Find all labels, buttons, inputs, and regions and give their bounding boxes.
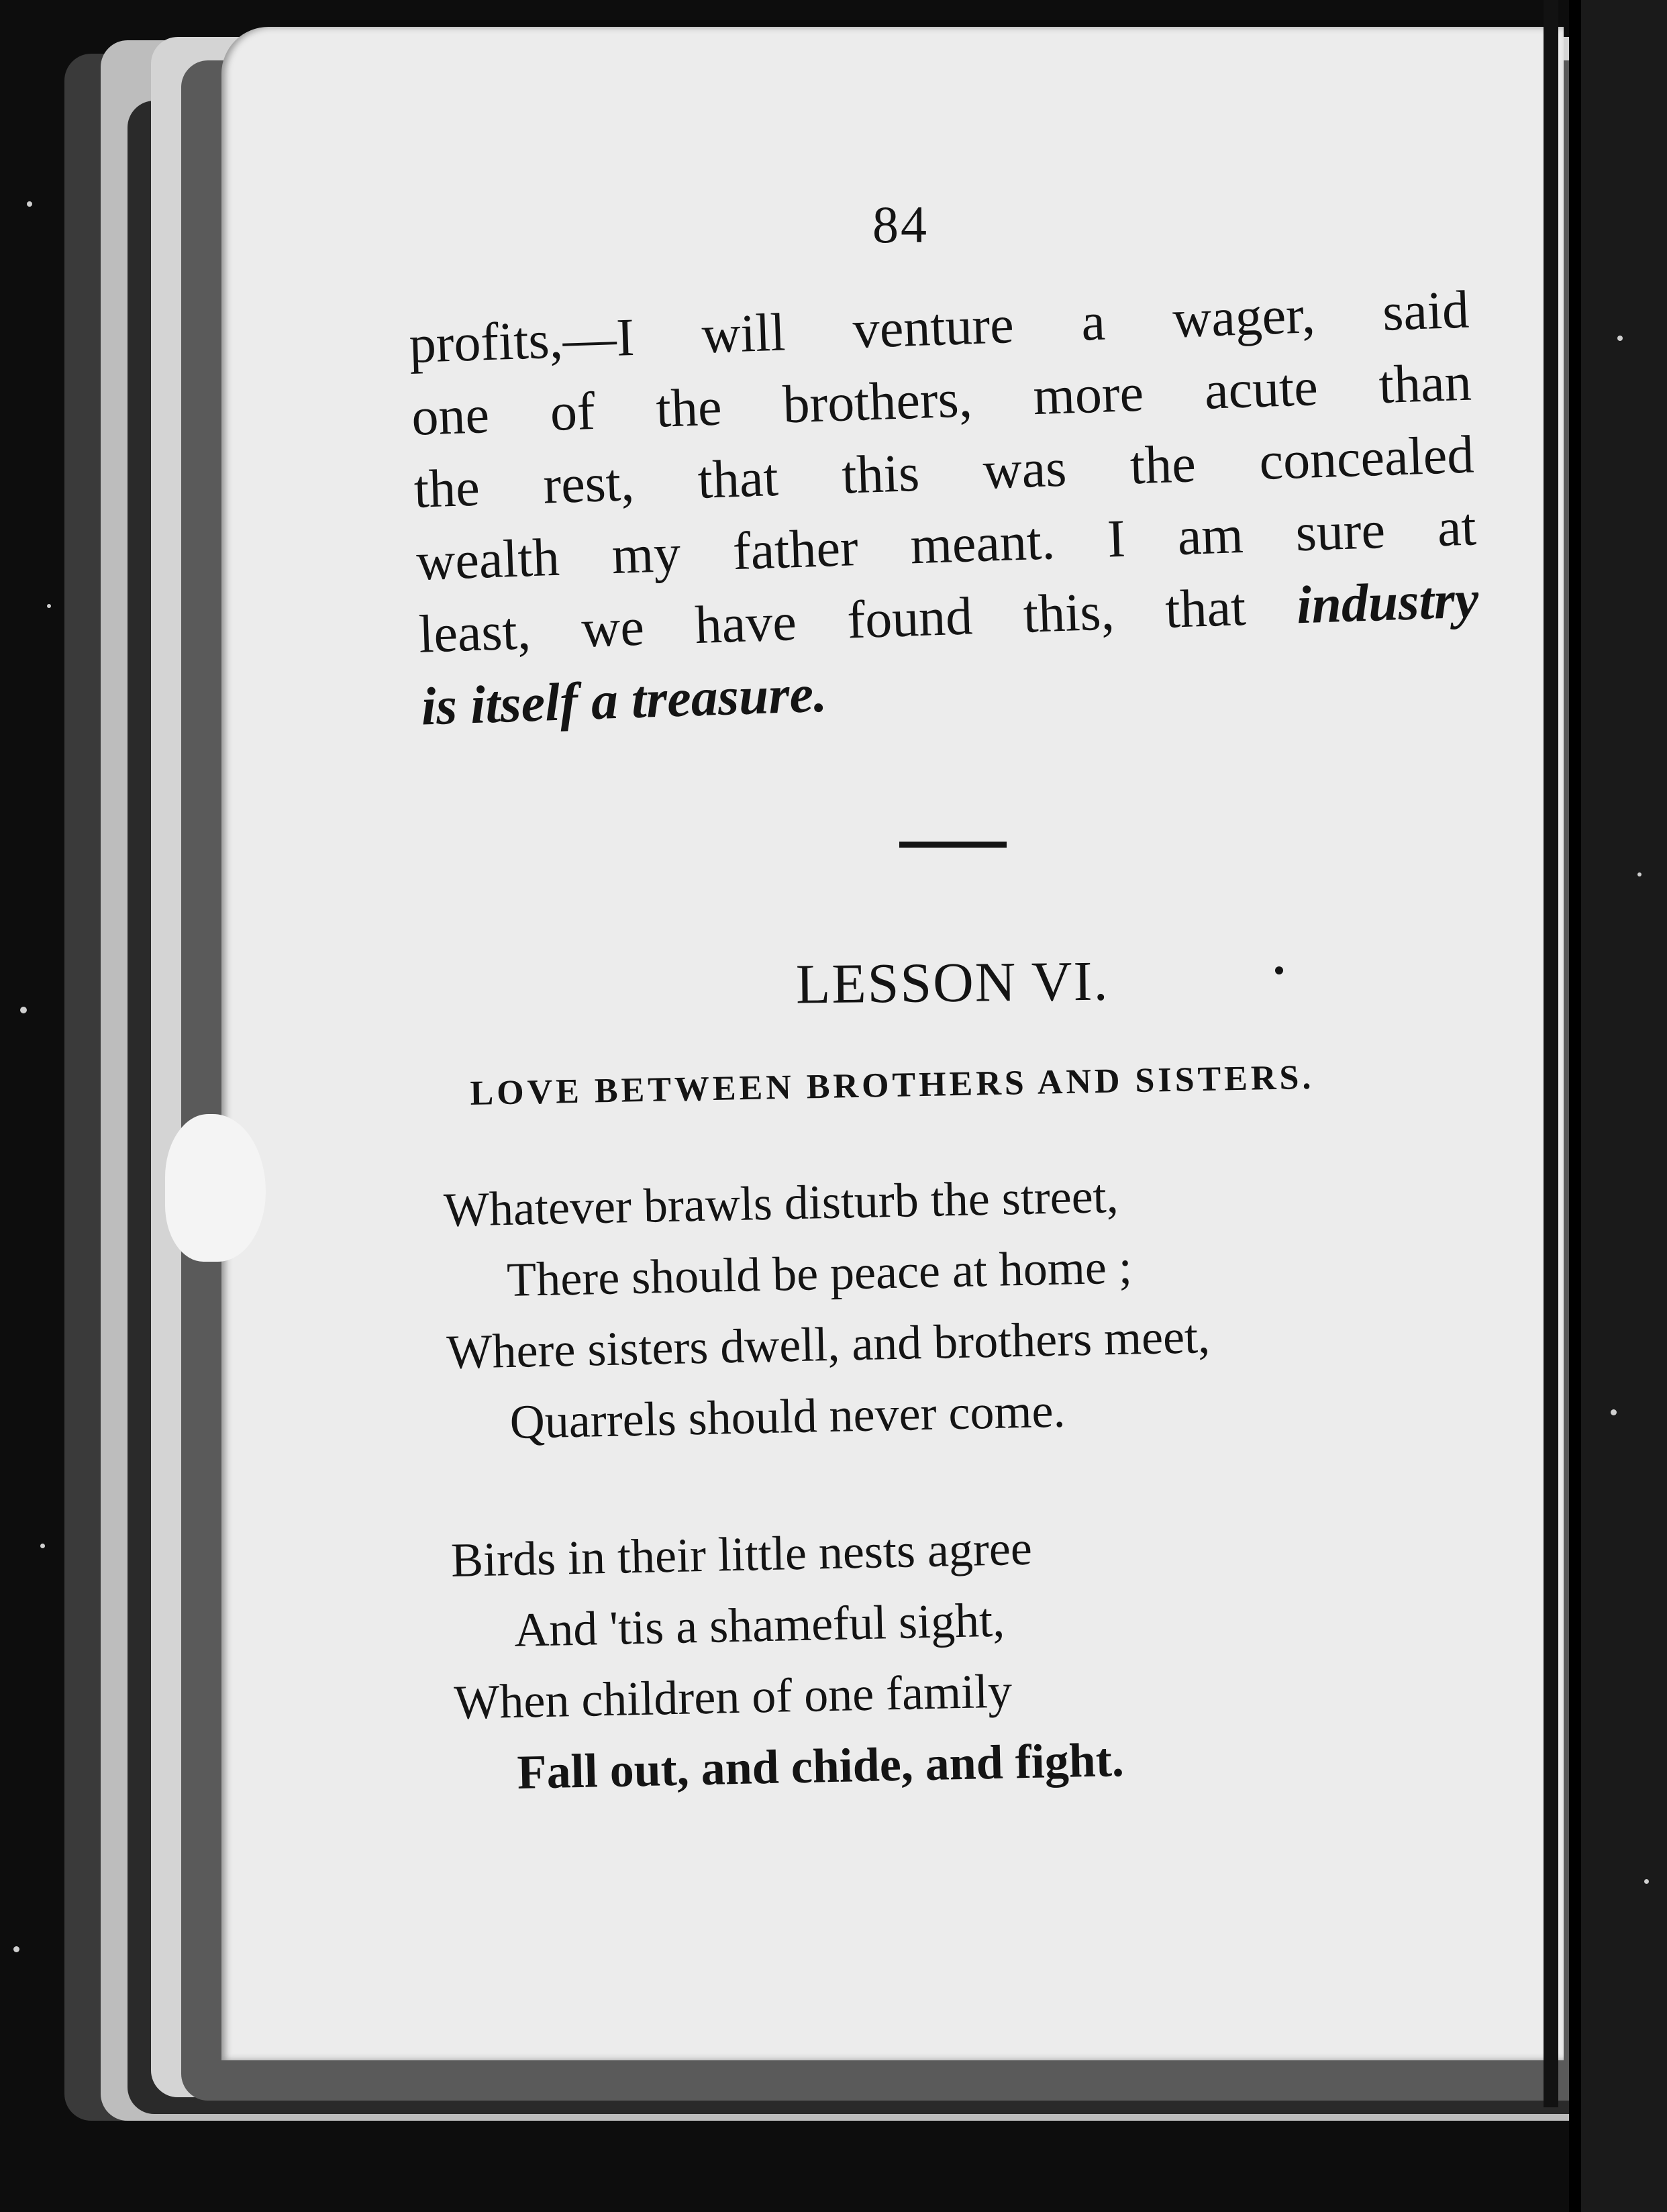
scan-noise (40, 1544, 45, 1548)
poem-line: Where sisters dwell, and brothers meet, (446, 1309, 1211, 1379)
word: one (410, 385, 491, 447)
ink-speck (1275, 966, 1283, 974)
italic-word: industry (1295, 570, 1480, 636)
word: was (982, 438, 1068, 501)
scan-noise (13, 1946, 19, 1952)
poem-line: When children of one family (453, 1664, 1013, 1729)
page-number: 84 (872, 195, 929, 254)
scan-noise (47, 604, 51, 608)
word: said (1381, 280, 1470, 342)
word: at (1436, 497, 1478, 558)
lesson-heading: LESSON VI. (795, 950, 1109, 1016)
word: meant. (909, 511, 1056, 576)
word: the (655, 377, 723, 439)
word: my (611, 523, 682, 586)
section-divider (899, 842, 1007, 848)
word: a (1080, 292, 1107, 352)
italic-phrase: is itself a treasure. (420, 664, 828, 737)
word: least, (417, 601, 532, 664)
word: the (1129, 434, 1197, 496)
poem-stanza (443, 1153, 1469, 1459)
word: this (840, 443, 921, 505)
word: rest, (542, 452, 636, 515)
word: concealed (1258, 425, 1475, 492)
word: that (1164, 577, 1247, 640)
poem-line: Quarrels should never come. (509, 1383, 1066, 1449)
word: than (1378, 352, 1472, 415)
scan-noise (20, 1007, 27, 1013)
word: sure (1295, 500, 1386, 563)
lesson-subtitle: LOVE BETWEEN BROTHERS AND SISTERS. (470, 1058, 1315, 1113)
word: wealth (415, 527, 561, 592)
word: wager, (1171, 285, 1316, 350)
word: the (413, 458, 481, 519)
word: we (580, 597, 646, 659)
scan-noise (1611, 1409, 1617, 1415)
facing-page-edge (1569, 0, 1667, 2212)
word: of (549, 381, 597, 443)
facing-page-gutter (1569, 0, 1581, 2212)
word: I (1106, 509, 1127, 569)
word: more (1032, 363, 1145, 427)
poem-line: There should be peace at home ; (506, 1240, 1133, 1307)
poem-line: Birds in their little nests agree (450, 1521, 1033, 1587)
word: that (697, 448, 780, 510)
scan-noise (27, 201, 32, 207)
word: venture (852, 295, 1015, 360)
scan-noise (1637, 872, 1641, 876)
poem-line: Whatever brawls disturb the street, (443, 1168, 1119, 1237)
word: am (1176, 505, 1244, 567)
prose-paragraph (408, 274, 1482, 744)
word: this, (1022, 582, 1115, 644)
word: father (731, 517, 859, 582)
scan-noise (1644, 1879, 1649, 1884)
poem-line: Fall out, and chide, and fight. (516, 1732, 1125, 1799)
word: will (701, 303, 787, 365)
word: have (694, 593, 798, 656)
word: acute (1203, 358, 1319, 421)
poem (443, 1153, 1478, 1875)
scan-noise (1617, 336, 1623, 341)
word: profits,—I (408, 307, 636, 374)
binding-shadow (1544, 0, 1558, 2107)
word: brothers, (782, 369, 973, 435)
word: found (846, 587, 974, 650)
poem-line: And 'tis a shameful sight, (513, 1593, 1005, 1657)
poem-stanza (450, 1503, 1476, 1809)
